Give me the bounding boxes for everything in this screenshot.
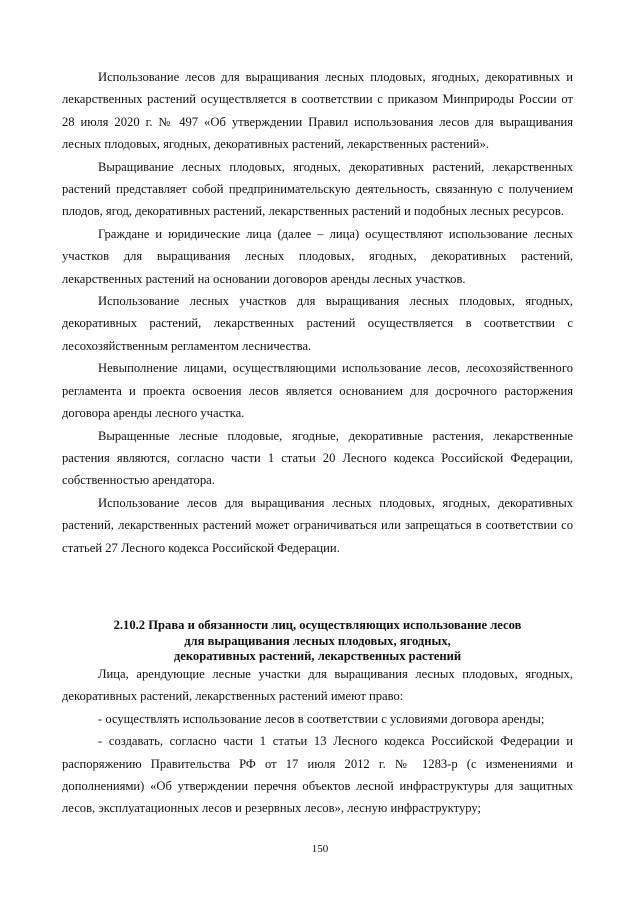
section-heading-line: декоративных растений, лекарственных растений [173, 649, 462, 663]
list-item: - осуществлять использование лесов в соответствии с условиями договора аренды; [98, 711, 545, 726]
paragraph: Использование лесов для выращивания лесных плодовых, ягодных, декоративных растений, лекарственных растений может ограничиваться или запрещаться в соответствии со статьей 27 Лесного кодекса Российской Федерации. [62, 495, 573, 555]
paragraph: Выращенные лесные плодовые, ягодные, декоративные растения, лекарственные растения являются, согласно части 1 статьи 20 Лесного кодекса Российской Федерации, собственностью арендатора. [62, 428, 573, 488]
section-heading [62, 618, 573, 665]
paragraph: Использование лесных участков для выращивания лесных плодовых, ягодных, декоративных растений, лекарственных растений осуществляется в соответствии с лесохозяйственным регламентом лесничества. [62, 294, 573, 353]
paragraph: Выращивание лесных плодовых, ягодных, декоративных растений, лекарственных растений представляет собой предпринимательскую деятельность, связанную с получением плодов, ягод, декоративных растений, лекарственных растений и подобных лесных ресурсов. [62, 159, 573, 219]
list-item: - создавать, согласно части 1 статьи 13 Лесного кодекса Российской Федерации и распоряжению Правительства РФ от 17 июля 2012 г. № 1283-р (с изменениями и дополнениями) «Об утверждении перечня объектов лесной инфраструктуры для защитных лесов, эксплуатационных лесов и резервных лесов», лесную инфраструктуру; [62, 734, 573, 816]
page-number: 150 [311, 843, 329, 855]
section-body-text [62, 663, 573, 820]
paragraph: Лица, арендующие лесные участки для выращивания лесных плодовых, ягодных, декоративных растений, лекарственных растений имеют право: [62, 667, 573, 704]
section-heading-line: 2.10.2 Права и обязанности лиц, осуществляющих использование лесов [113, 618, 522, 632]
body-text [62, 66, 573, 559]
paragraph: Невыполнение лицами, осуществляющими использование лесов, лесохозяйственного регламента и проекта освоения лесов является основанием для досрочного расторжения договора аренды лесного участка. [62, 361, 573, 421]
paragraph: Граждане и юридические лица (далее – лица) осуществляют использование лесных участков для выращивания лесных плодовых, ягодных, декоративных растений, лекарственных растений на основании договоров аренды лесных участков. [62, 226, 573, 286]
paragraph: Использование лесов для выращивания лесных плодовых, ягодных, декоративных и лекарственных растений осуществляется в соответствии с приказом Минприроды России от 28 июля 2020 г. № 497 «Об утверждении Правил использования лесов для выращивания лесных плодовых, ягодных, декоративных растений, лекарственных растений». [62, 70, 573, 152]
section-heading-line: для выращивания лесных плодовых, ягодных, [184, 633, 451, 648]
